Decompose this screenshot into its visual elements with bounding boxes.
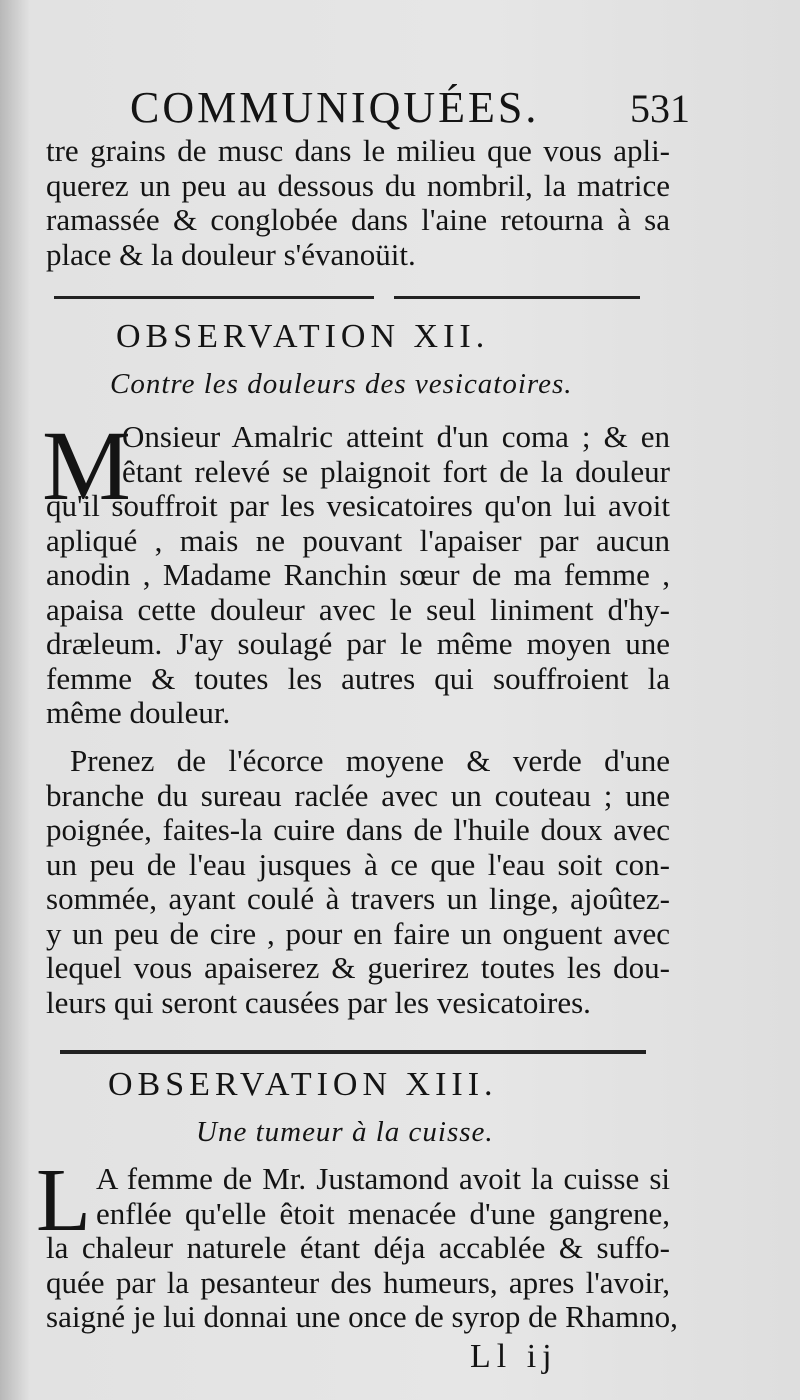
text-line: poignée, faites-la cuire dans de l'huile doux avec — [46, 812, 670, 847]
text-line: êtant relevé se plaignoit fort de la douleur — [122, 453, 670, 489]
text-line: dræleum. J'ay soulagé par le même moyen une — [46, 626, 670, 661]
text-line: A femme de Mr. Justamond avoit la cuisse si — [96, 1161, 670, 1196]
text-line: y un peu de cire , pour en faire un onguent avec — [46, 915, 670, 951]
observation-12-paragraph-1 — [46, 420, 670, 731]
text-line: Prenez de l'écorce moyene & verde d'une — [70, 743, 670, 778]
observation-12-title: OBSERVATION XII. — [116, 318, 490, 355]
divider-rule — [60, 1050, 646, 1054]
divider-rule — [54, 296, 374, 299]
text-line: tre grains de musc dans le milieu que vous apli- — [46, 133, 670, 168]
divider-rule — [394, 296, 640, 299]
text-line: saigné je lui donnai une once de syrop de Rhamno, — [46, 1299, 678, 1334]
text-line: querez un peu au dessous du nombril, la matrice — [46, 167, 670, 203]
dropcap-l: L — [36, 1151, 91, 1250]
text-line: quée par la pesanteur des humeurs, apres l'avoir, — [46, 1264, 670, 1300]
dropcap-m: M — [42, 410, 131, 521]
text-line: ramassée & conglobée dans l'aine retourna à sa — [46, 202, 670, 237]
intro-text — [46, 134, 670, 272]
signature-mark: Ll ij — [470, 1338, 558, 1375]
text-line: anodin , Madame Ranchin sœur de ma femme , — [46, 557, 670, 592]
observation-13-subtitle: Une tumeur à la cuisse. — [196, 1116, 494, 1148]
text-line: place & la douleur s'évanoüit. — [46, 236, 416, 272]
observation-13-title: OBSERVATION XIII. — [108, 1066, 498, 1103]
text-line: la chaleur naturele étant déja accablée & suffo- — [46, 1230, 670, 1265]
text-line: leurs qui seront causées par les vesicatoires. — [46, 984, 591, 1020]
text-line: apaisa cette douleur avec le seul liniment d'hy- — [46, 591, 670, 627]
text-line: qu'il souffroit par les vesicatoires qu'on lui avoit — [46, 488, 670, 523]
text-line: apliqué , mais ne pouvant l'apaiser par aucun — [46, 522, 670, 558]
text-line: un peu de l'eau jusques à ce que l'eau soit con- — [46, 846, 670, 882]
text-line: Onsieur Amalric atteint d'un coma ; & en — [122, 419, 670, 454]
text-line: branche du sureau raclée avec un couteau ; une — [46, 777, 670, 813]
page-header — [130, 82, 690, 133]
text-line: lequel vous apaiserez & guerirez toutes les dou- — [46, 950, 670, 985]
observation-12-paragraph-2 — [46, 744, 670, 1020]
page-number: 531 — [630, 86, 690, 131]
running-title: COMMUNIQUÉES. — [130, 83, 540, 132]
text-line: même douleur. — [46, 695, 231, 730]
text-line: sommée, ayant coulé à travers un linge, ajoûtez- — [46, 881, 670, 916]
text-line: enflée qu'elle êtoit menacée d'une gangrene, — [96, 1195, 670, 1231]
observation-13-paragraph — [46, 1161, 678, 1335]
observation-12-subtitle: Contre les douleurs des vesicatoires. — [110, 368, 573, 400]
text-line: femme & toutes les autres qui souffroient la — [46, 660, 670, 696]
